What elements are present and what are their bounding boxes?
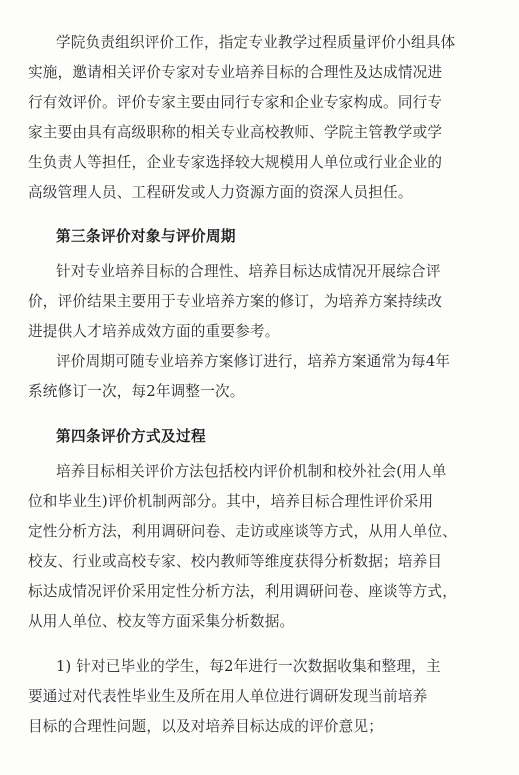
paragraph-line: 高级管理人员、工程研发或人力资源方面的资深人员担任。 — [28, 184, 413, 201]
paragraph-line: 行有效评价。评价专家主要由同行专家和企业专家构成。同行专 — [28, 94, 443, 111]
article-4-heading: 第四条评价方式及过程 — [56, 428, 206, 445]
paragraph-line: 家主要由具有高级职称的相关专业高校教师、学院主管教学或学 — [28, 124, 443, 141]
paragraph-line: 标达成情况评价采用定性分析方法，利用调研问卷、座谈等方式， — [28, 583, 458, 600]
paragraph-line: 系统修订一次，每2年调整一次。 — [28, 383, 245, 400]
paragraph-line: 评价周期可随专业培养方案修订进行，培养方案通常为每4年 — [56, 353, 451, 370]
paragraph-line: 针对专业培养目标的合理性、培养目标达成情况开展综合评 — [56, 263, 441, 280]
list-item-line: 目标的合理性问题，以及对培养目标达成的评价意见； — [28, 718, 384, 735]
paragraph-line: 校友、行业或高校专家、校内教师等维度获得分析数据；培养目 — [28, 553, 443, 570]
list-item-line: 要通过对代表性毕业生及所在用人单位进行调研发现当前培养 — [28, 688, 428, 705]
article-3-heading: 第三条评价对象与评价周期 — [56, 228, 236, 245]
paragraph-line: 学院负责组织评价工作，指定专业教学过程质量评价小组具体 — [56, 34, 456, 51]
list-item-line: 1) 针对已毕业的学生，每2年进行一次数据收集和整理，主 — [56, 658, 441, 675]
paragraph-line: 实施，邀请相关评价专家对专业培养目标的合理性及达成情况进 — [28, 64, 443, 81]
paragraph-line: 从用人单位、校友等方面采集分析数据。 — [28, 613, 295, 630]
paragraph-line: 位和毕业生)评价机制两部分。其中，培养目标合理性评价采用 — [28, 493, 434, 510]
paragraph-line: 培养目标相关评价方法包括校内评价机制和校外社会(用人单 — [56, 463, 447, 480]
paragraph-line: 定性分析方法，利用调研问卷、走访或座谈等方式，从用人单位、 — [28, 523, 458, 540]
paragraph-line: 价，评价结果主要用于专业培养方案的修订，为培养方案持续改 — [28, 293, 443, 310]
paragraph-line: 进提供人才培养成效方面的重要参考。 — [28, 323, 280, 340]
paragraph-line: 生负责人等担任，企业专家选择较大规模用人单位或行业企业的 — [28, 154, 443, 171]
